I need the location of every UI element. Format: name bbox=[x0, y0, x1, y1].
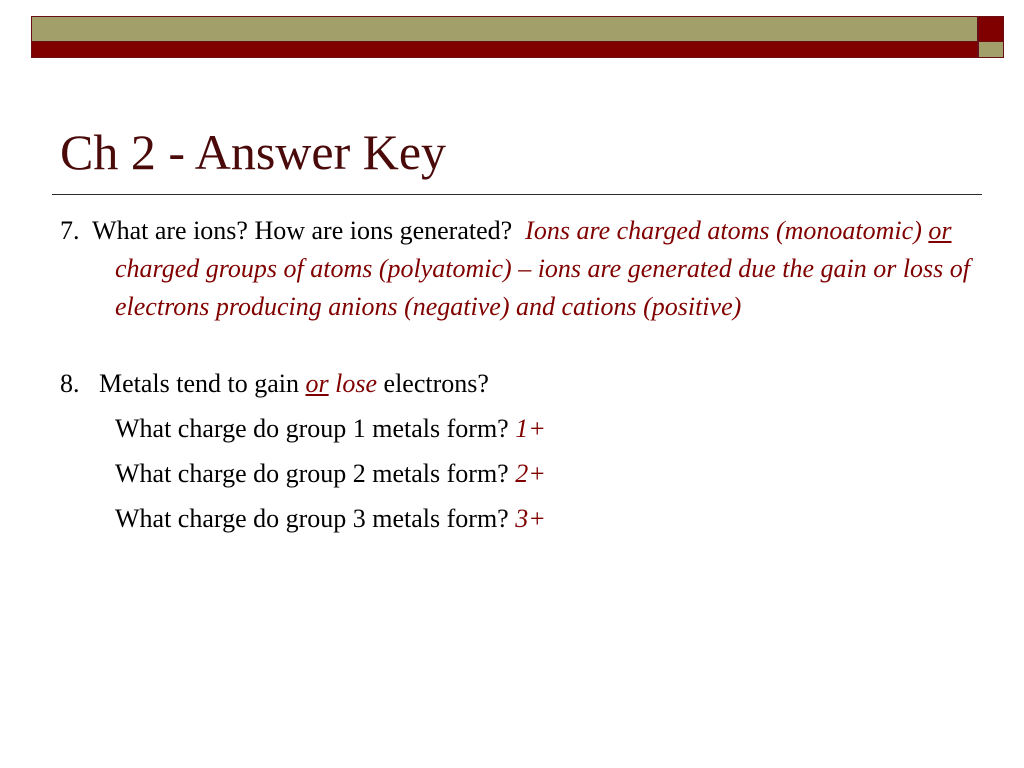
subquestion-text: What charge do group 3 metals form? bbox=[115, 504, 509, 533]
slide-title: Ch 2 - Answer Key bbox=[60, 124, 447, 180]
q8-lose-word: lose bbox=[335, 369, 378, 398]
q8-question-start: Metals tend to gain bbox=[99, 369, 300, 398]
slide-body bbox=[60, 212, 980, 541]
subquestion-answer: 1+ bbox=[515, 414, 546, 443]
header-square-olive bbox=[978, 41, 1004, 58]
subquestion-text: What charge do group 1 metals form? bbox=[115, 414, 509, 443]
q8-or-word: or bbox=[305, 369, 329, 398]
header-band-maroon bbox=[31, 41, 978, 58]
q7-number: 7. bbox=[60, 216, 80, 245]
subquestion-answer: 2+ bbox=[515, 459, 546, 488]
subquestion-answer: 3+ bbox=[515, 504, 546, 533]
header-square-maroon bbox=[978, 16, 1004, 42]
q8-question-end: electrons? bbox=[383, 369, 489, 398]
q8-number: 8. bbox=[60, 369, 80, 398]
title-divider bbox=[52, 194, 982, 195]
q7-answer-part2: charged groups of atoms (polyatomic) – ions are generated due the gain or loss of electrons producing anions (negative) and cations (positive) bbox=[115, 254, 971, 321]
subquestion-group-1 bbox=[115, 406, 980, 451]
q7-question: What are ions? How are ions generated? bbox=[92, 216, 513, 245]
header-band-olive bbox=[31, 16, 978, 42]
q7-answer-part1: Ions are charged atoms (monoatomic) bbox=[525, 216, 922, 245]
subquestion-group-2 bbox=[115, 451, 980, 496]
subquestion-group-3 bbox=[115, 496, 980, 541]
q7-answer-or: or bbox=[928, 216, 952, 245]
subquestion-text: What charge do group 2 metals form? bbox=[115, 459, 509, 488]
question-7 bbox=[60, 212, 980, 326]
question-8 bbox=[60, 362, 980, 406]
